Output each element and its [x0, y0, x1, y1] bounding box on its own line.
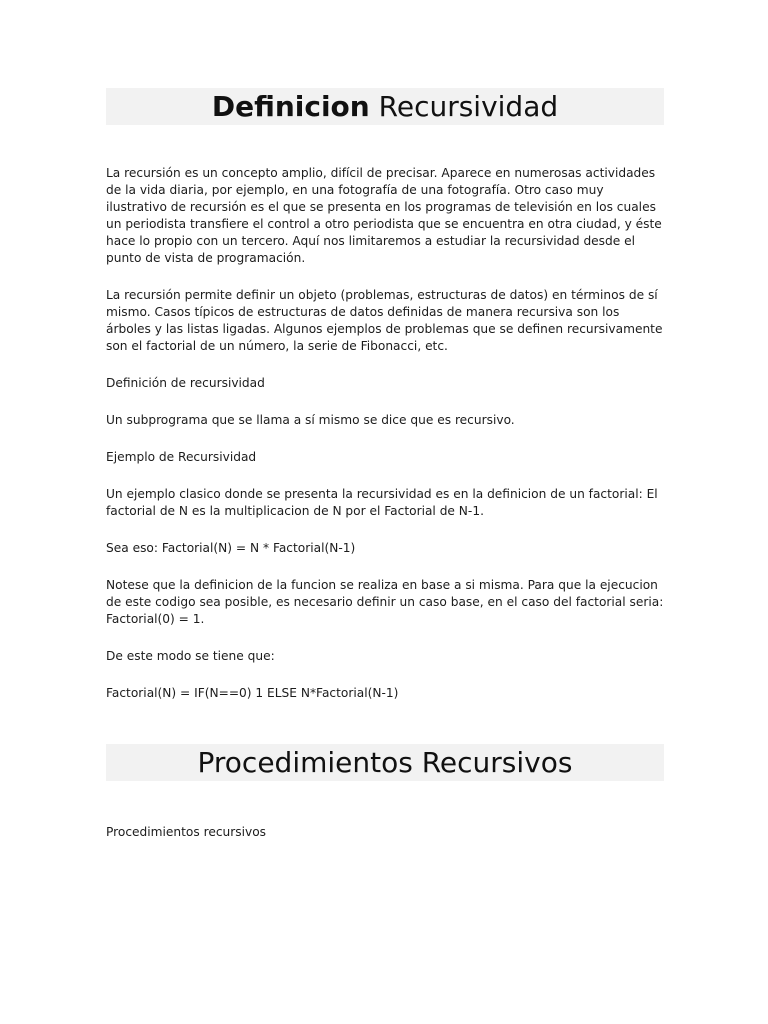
section-body-procedimientos — [106, 824, 664, 841]
heading-rest-text: Recursividad — [378, 90, 559, 123]
heading-text: Procedimientos Recursivos — [197, 746, 573, 779]
document-content — [106, 88, 664, 841]
paragraph-factorial-formula: Sea eso: Factorial(N) = N * Factorial(N-1) — [106, 541, 356, 555]
paragraph-factorial-example: Un ejemplo clasico donde se presenta la recursividad es en la definicion de un factorial: El factorial de N es la multiplicacion de N por el Factorial de N-1. — [106, 487, 658, 518]
section-body-definicion — [106, 165, 664, 702]
paragraph-de-este-modo: De este modo se tiene que: — [106, 649, 275, 663]
paragraph-recursion-definition: La recursión permite definir un objeto (problemas, estructuras de datos) en términos de sí mismo. Casos típicos de estructuras de datos definidas de manera recursiva son los árboles y las listas ligadas. Algunos ejemplos de problemas que se definen recursivamente son el factorial de un número, la serie de Fibonacci, etc. — [106, 288, 663, 353]
section-heading-definicion — [106, 88, 664, 125]
heading-bold-text: Definicion — [211, 90, 370, 123]
section-heading-procedimientos — [106, 744, 664, 781]
paragraph-intro: La recursión es un concepto amplio, difícil de precisar. Aparece en numerosas actividades de la vida diaria, por ejemplo, en una fotografía de una fotografía. Otro caso muy ilustrativo de recursión es el que se presenta en los programas de televisión en los cuales un periodista transfiere el control a otro periodista que se encuentra en otra ciudad, y éste hace lo propio con un tercero. Aquí nos limitaremos a estudiar la recursividad desde el punto de vista de programación. — [106, 166, 662, 265]
paragraph-subtitle-ejemplo: Ejemplo de Recursividad — [106, 450, 257, 464]
paragraph-subtitle-definicion: Definición de recursividad — [106, 376, 265, 390]
paragraph-procedimientos: Procedimientos recursivos — [106, 825, 267, 839]
paragraph-base-case: Notese que la definicion de la funcion se realiza en base a si misma. Para que la ejecucion de este codigo sea posible, es necesario definir un caso base, en el caso del factorial seria: Factorial(0) = 1. — [106, 578, 664, 626]
paragraph-factorial-if: Factorial(N) = IF(N==0) 1 ELSE N*Factorial(N-1) — [106, 686, 399, 700]
paragraph-subprogram: Un subprograma que se llama a sí mismo se dice que es recursivo. — [106, 413, 515, 427]
